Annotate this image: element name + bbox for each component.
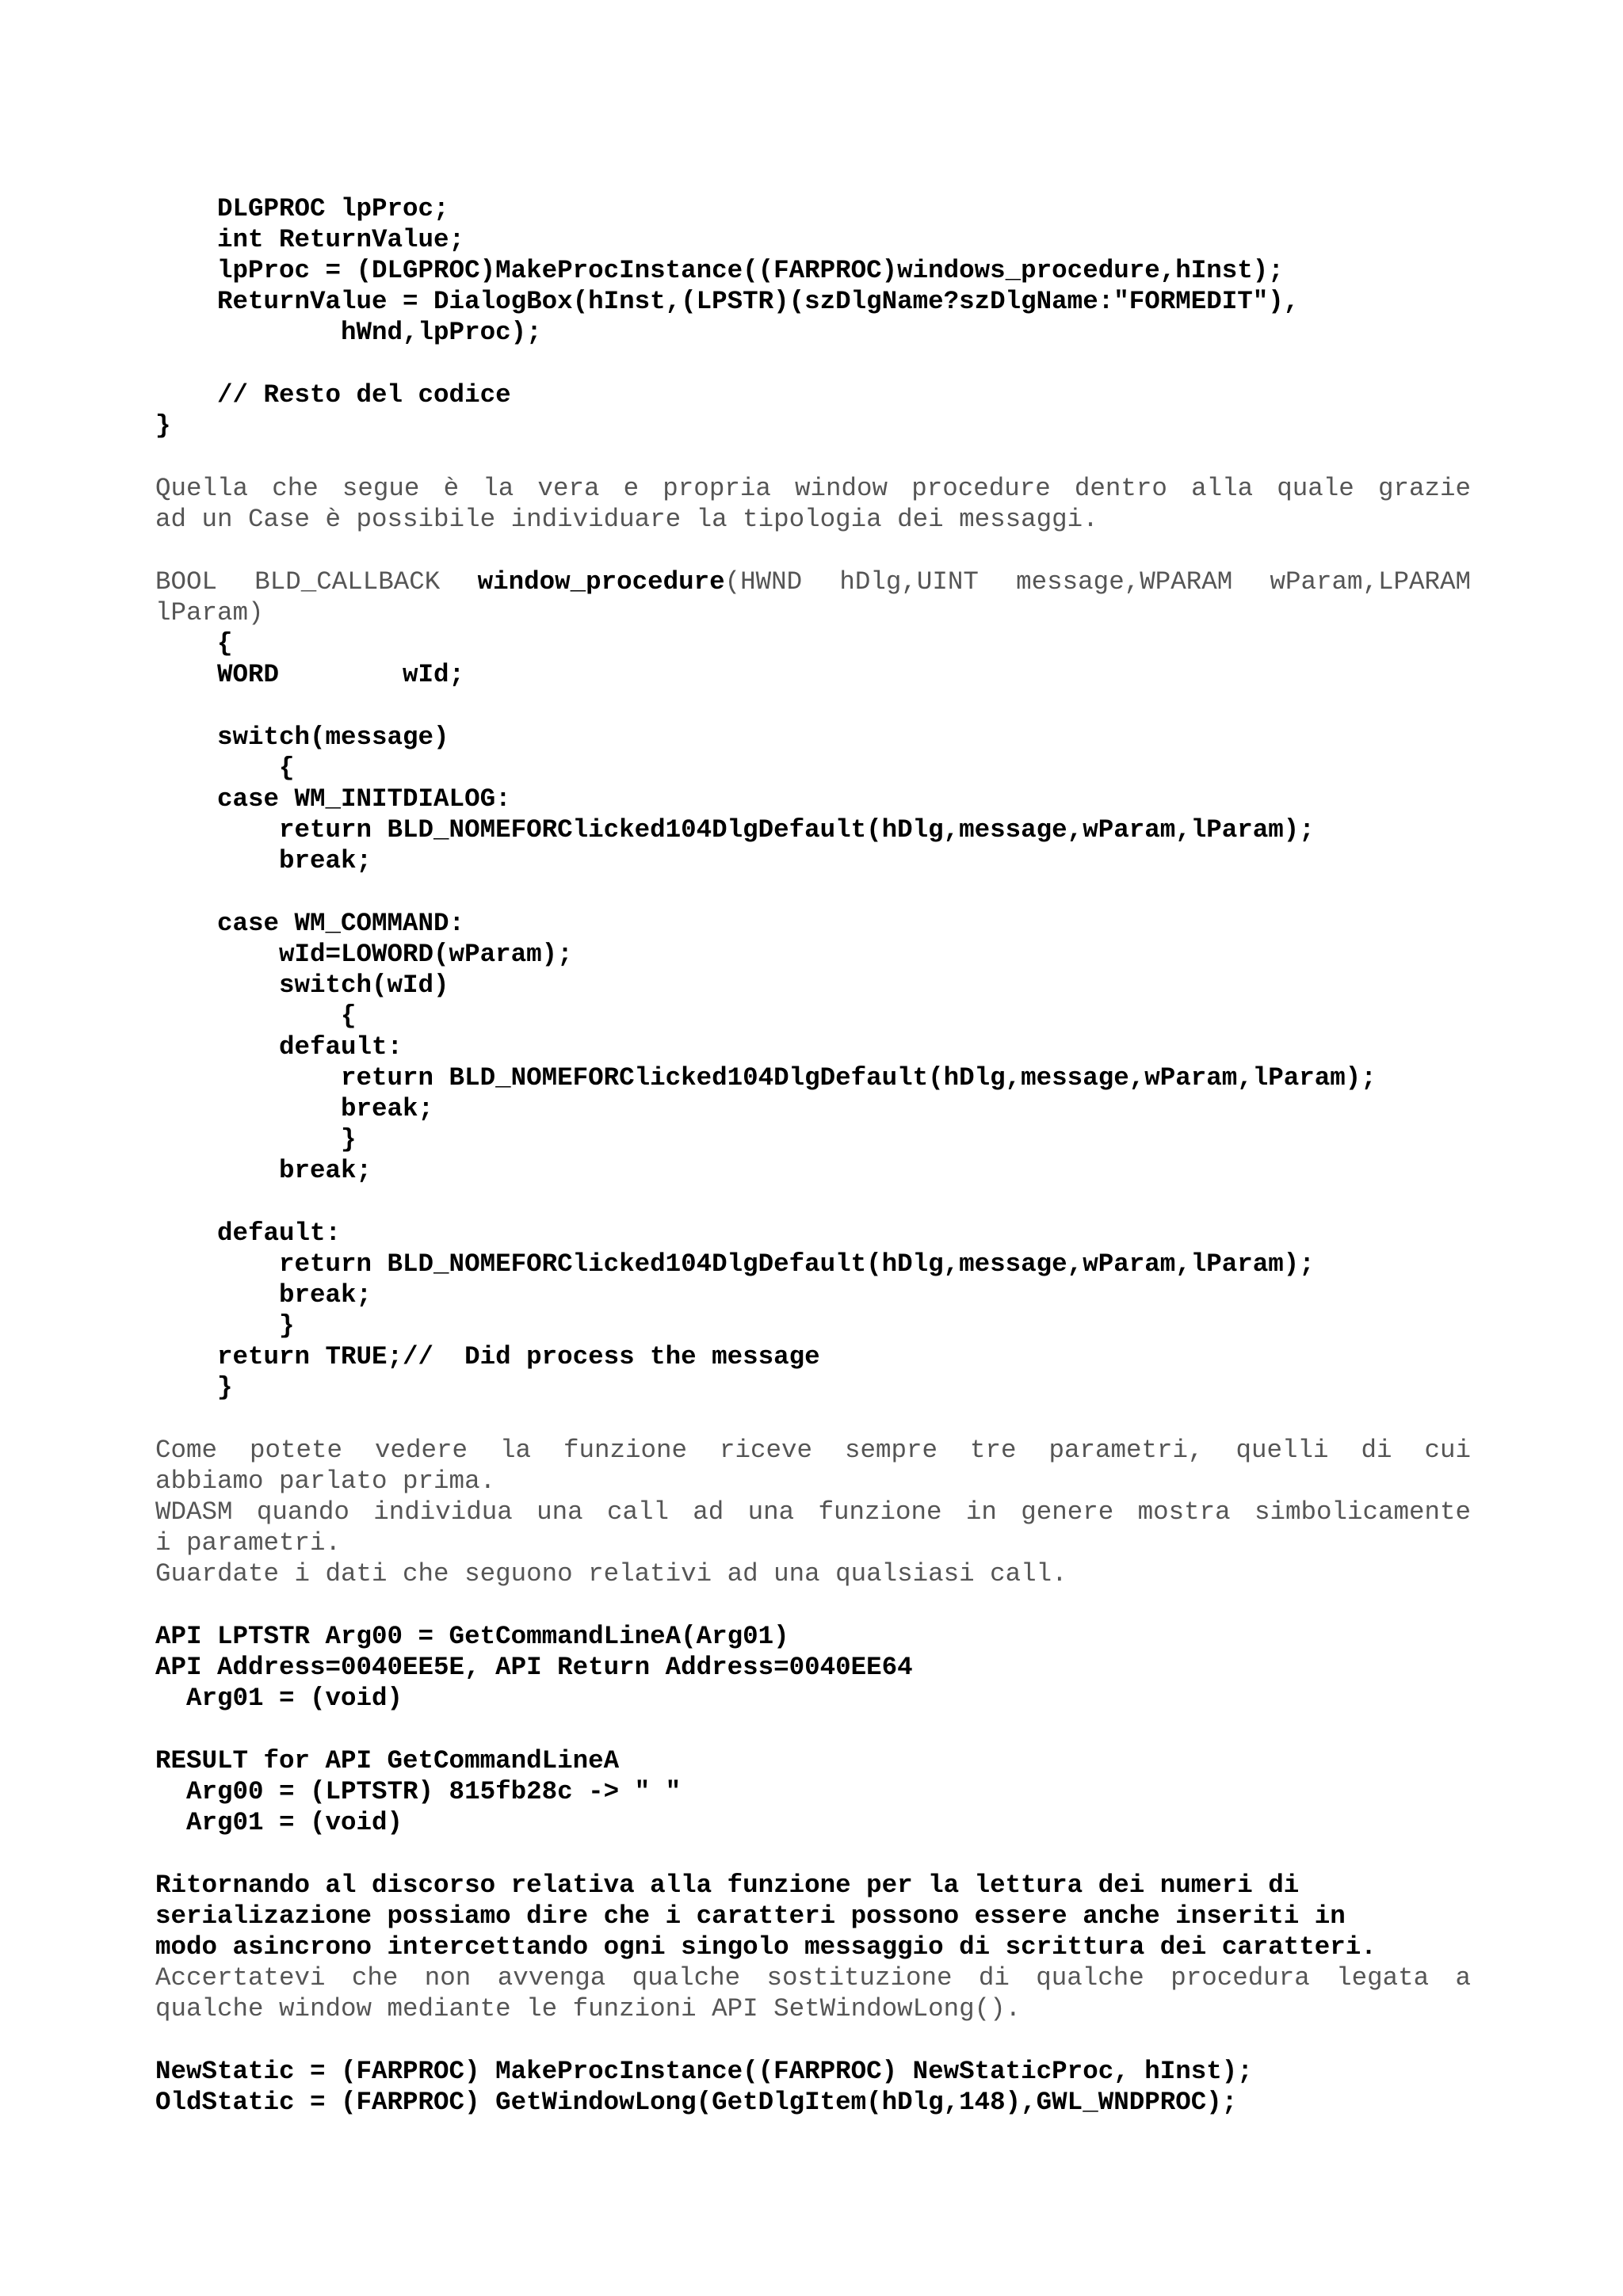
code-line: hWnd,lpProc);	[155, 318, 542, 347]
code-line: wId=LOWORD(wParam);	[155, 940, 573, 969]
code-line: }	[155, 1373, 233, 1402]
body-text-line: Come potete vedere la funzione riceve sempre tre parametri, quelli di cui	[155, 1436, 1471, 1465]
body-text-line: WDASM quando individua una call ad una funzione in genere mostra simbolicamente	[155, 1497, 1471, 1527]
api-line: Arg00 = (LPTSTR) 815fb28c -> " "	[155, 1777, 682, 1806]
code-line: {	[155, 753, 295, 783]
api-line: Arg01 = (void)	[155, 1808, 403, 1837]
code-line: ReturnValue = DialogBox(hInst,(LPSTR)(szDlgName?szDlgName:"FORMEDIT"),	[155, 287, 1300, 316]
code-line: break;	[155, 1094, 434, 1123]
code-line: return TRUE;// Did process the message	[155, 1342, 820, 1371]
body-text-line: Guardate i dati che seguono relativi ad una qualsiasi call.	[155, 1559, 1067, 1589]
body-text-bold-line: modo asincrono intercettando ogni singolo messaggio di scrittura dei caratteri.	[155, 1932, 1377, 1962]
code-line: break;	[155, 846, 372, 875]
code-comment: // Resto del codice	[155, 380, 511, 410]
api-line: API LPTSTR Arg00 = GetCommandLineA(Arg01)	[155, 1622, 789, 1651]
code-line: lpProc = (DLGPROC)MakeProcInstance((FARPROC)windows_procedure,hInst);	[155, 256, 1284, 285]
body-text-line: abbiamo parlato prima.	[155, 1466, 496, 1496]
body-text-bold-line: Ritornando al discorso relativa alla funzione per la lettura dei numeri di	[155, 1871, 1300, 1900]
body-text-line: Quella che segue è la vera e propria window procedure dentro alla quale grazie	[155, 474, 1471, 503]
code-line: break;	[155, 1280, 372, 1310]
code-line: {	[155, 1001, 357, 1031]
code-line: default:	[155, 1219, 342, 1248]
code-line: switch(message)	[155, 723, 449, 752]
body-text-bold-line: serializazione possiamo dire che i caratteri possono essere anche inseriti in	[155, 1901, 1346, 1931]
code-line: }	[155, 1125, 357, 1154]
api-line: RESULT for API GetCommandLineA	[155, 1746, 620, 1775]
code-line: WORD wId;	[155, 660, 465, 689]
code-line: int ReturnValue;	[155, 225, 465, 254]
signature-prefix: BOOL BLD_CALLBACK	[155, 567, 478, 597]
code-line: return BLD_NOMEFORClicked104DlgDefault(hDlg,message,wParam,lParam);	[155, 1063, 1377, 1093]
code-line: switch(wId)	[155, 971, 449, 1000]
code-line: case WM_INITDIALOG:	[155, 784, 511, 814]
body-text-line: i parametri.	[155, 1528, 342, 1558]
signature-continuation: lParam)	[155, 598, 264, 627]
api-line: Arg01 = (void)	[155, 1684, 403, 1713]
code-line: return BLD_NOMEFORClicked104DlgDefault(hDlg,message,wParam,lParam);	[155, 1249, 1315, 1279]
code-line: case WM_COMMAND:	[155, 909, 465, 938]
code-line: {	[155, 629, 233, 658]
code-line: DLGPROC lpProc;	[155, 194, 449, 223]
function-signature	[155, 566, 1471, 597]
signature-params: (HWND hDlg,UINT message,WPARAM wParam,LPARAM	[724, 567, 1472, 597]
function-name: window_procedure	[477, 567, 725, 597]
code-line: NewStatic = (FARPROC) MakeProcInstance((FARPROC) NewStaticProc, hInst);	[155, 2057, 1253, 2086]
code-line: return BLD_NOMEFORClicked104DlgDefault(hDlg,message,wParam,lParam);	[155, 815, 1315, 845]
code-line: }	[155, 1311, 295, 1341]
code-line: OldStatic = (FARPROC) GetWindowLong(GetDlgItem(hDlg,148),GWL_WNDPROC);	[155, 2088, 1238, 2117]
body-text-line: Accertatevi che non avvenga qualche sostituzione di qualche procedura legata a	[155, 1963, 1471, 1993]
body-text-line: ad un Case è possibile individuare la tipologia dei messaggi.	[155, 505, 1098, 534]
body-text-line: qualche window mediante le funzioni API SetWindowLong().	[155, 1994, 1022, 2023]
api-line: API Address=0040EE5E, API Return Address=0040EE64	[155, 1653, 913, 1682]
code-line: break;	[155, 1156, 372, 1185]
code-line: }	[155, 411, 171, 441]
code-line: default:	[155, 1032, 403, 1062]
